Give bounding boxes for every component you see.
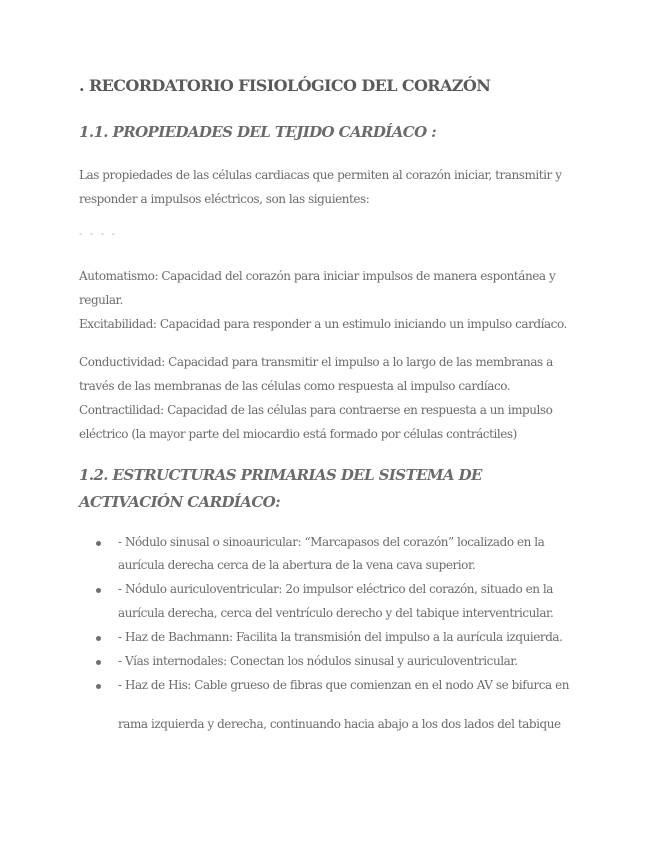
- bullet-icon: [96, 660, 101, 665]
- contractilidad-line-1: Contractilidad: Capacidad de las células para contraerse en respuesta a un impulso: [79, 403, 553, 417]
- bullet-icon: [96, 541, 101, 546]
- document-title: . RECORDATORIO FISIOLÓGICO DEL CORAZÓN: [79, 76, 491, 95]
- automatismo-line-2: regular.: [79, 293, 123, 307]
- conductividad-line-2: través de las membranas de las células como respuesta al impulso cardíaco.: [79, 379, 511, 393]
- automatismo-line-1: Automatismo: Capacidad del corazón para iniciar impulsos de manera espontánea y: [79, 269, 556, 283]
- list-item-line-1: - Nódulo auriculoventricular: 2o impulsor eléctrico del corazón, situado en la: [118, 582, 554, 596]
- intro-line-1: Las propiedades de las células cardiacas que permiten al corazón iniciar, transmitir y: [79, 168, 562, 182]
- bullet-icon: [96, 684, 101, 689]
- bullet-icon: [96, 636, 101, 641]
- list-item-line-1: - Haz de Bachmann: Facilita la transmisión del impulso a la aurícula izquierda.: [118, 630, 563, 644]
- section-heading-properties: 1.1. PROPIEDADES DEL TEJIDO CARDÍACO :: [79, 123, 437, 141]
- list-item-line-2: rama izquierda y derecha, continuando hacia abajo a los dos lados del tabique: [118, 717, 561, 731]
- list-item-line-1: - Vías internodales: Conectan los nódulos sinusal y auriculoventricular.: [118, 654, 518, 668]
- list-item-line-1: - Haz de His: Cable grueso de fibras que comienzan en el nodo AV se bifurca en: [118, 678, 570, 692]
- list-item-line-2: aurícula derecha cerca de la abertura de la vena cava superior.: [118, 558, 476, 572]
- intro-line-2: responder a impulsos eléctricos, son las siguientes:: [79, 192, 370, 206]
- contractilidad-line-2: eléctrico (la mayor parte del miocardio está formado por células contráctiles): [79, 427, 517, 441]
- excitabilidad-line: Excitabilidad: Capacidad para responder a un estimulo iniciando un impulso cardíaco.: [79, 317, 567, 331]
- section-heading-structures: 1.2. ESTRUCTURAS PRIMARIAS DEL SISTEMA DE ACTIVACIÓN CARDÍACO:: [79, 466, 482, 511]
- list-item-line-2: aurícula derecha, cerca del ventrículo derecho y del tabique interventricular.: [118, 606, 554, 620]
- bullet-icon: [96, 588, 101, 593]
- list-item-line-1: - Nódulo sinusal o sinoauricular: “Marcapasos del corazón” localizado en la: [118, 535, 545, 549]
- dash-separator: - - - -: [79, 229, 117, 240]
- conductividad-line-1: Conductividad: Capacidad para transmitir el impulso a lo largo de las membranas a: [79, 355, 553, 369]
